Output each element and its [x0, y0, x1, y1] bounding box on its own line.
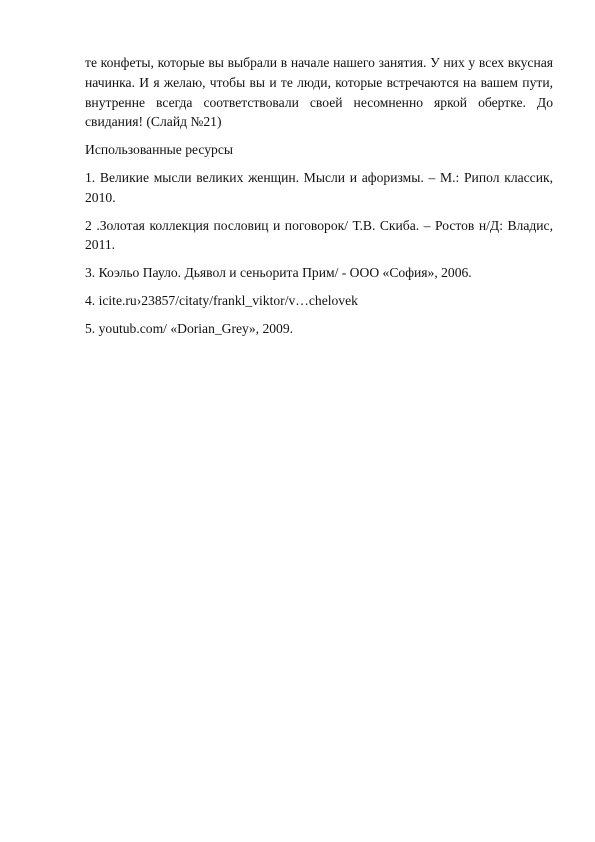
reference-item-2: 2 .Золотая коллекция пословиц и поговорок/ Т.В. Скиба. – Ростов н/Д: Владис, 2011. [85, 217, 553, 253]
reference-item-1: 1. Великие мысли великих женщин. Мысли и афоризмы. – М.: Рипол классик, 2010. [85, 169, 553, 205]
closing-paragraph: те конфеты, которые вы выбрали в начале нашего занятия. У них у всех вкусная начинка. И я желаю, чтобы вы и те люди, которые встречаются на вашем пути, внутренне всегда соответствовали своей несомненно яркой обертке. До свидания! (Слайд №21) [85, 55, 553, 130]
reference-item-3: 3. Коэльо Пауло. Дьявол и сеньорита Прим/ - ООО «София», 2006. [85, 265, 472, 281]
reference-item-4: 4. icite.ru›23857/citaty/frankl_viktor/v…chelovek [85, 292, 358, 308]
resources-heading: Использованные ресурсы [85, 142, 233, 158]
reference-item-5: 5. youtub.com/ «Dorian_Grey», 2009. [85, 320, 294, 336]
references-list [85, 168, 553, 339]
page-content [85, 53, 553, 347]
